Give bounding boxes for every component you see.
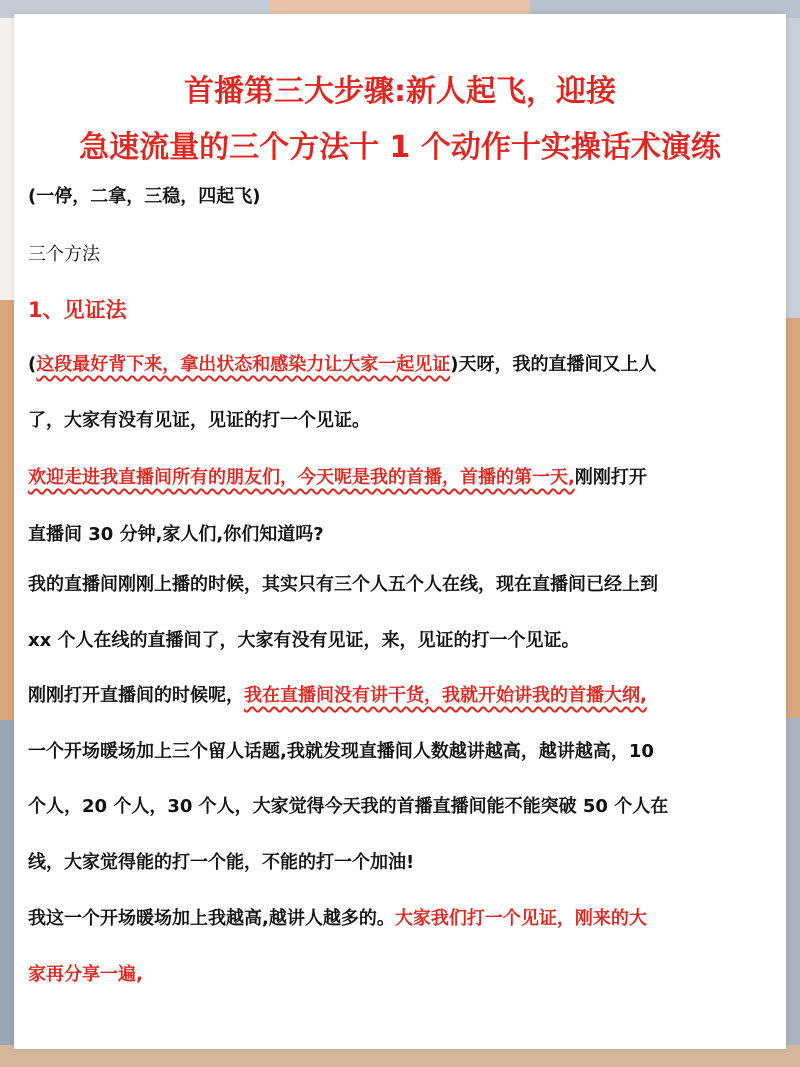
- document-card: [14, 14, 786, 1049]
- paragraph-text: )天呀，我的直播间又上人: [450, 354, 657, 375]
- paragraph-line: 家再分享一遍,: [28, 964, 143, 985]
- document-title-line-1: 首播第三大步骤:新人起飞，迎接: [184, 74, 616, 109]
- paragraph-line: 了，大家有没有见证，见证的打一个见证。: [28, 410, 370, 431]
- paragraph-line: 线，大家觉得能的打一个能，不能的打一个加油!: [28, 852, 415, 873]
- paragraph-line: 直播间 30 分钟,家人们,你们知道吗?: [28, 524, 324, 545]
- paragraph-line: 我的直播间刚刚上播的时候，其实只有三个人五个人在线，现在直播间已经上到: [28, 574, 658, 595]
- paragraph-text: (: [28, 354, 37, 375]
- subtitle: (一停，二拿，三稳，四起飞): [28, 186, 261, 207]
- paragraph-line: [28, 681, 647, 707]
- paragraph-line: [28, 350, 656, 376]
- highlighted-text: 欢迎走进我直播间所有的朋友们，今天呢是我的首播，首播的第一天,: [28, 467, 575, 488]
- paragraph-line: 个人，20 个人，30 个人，大家觉得今天我的首播直播间能不能突破 50 个人在: [28, 796, 669, 817]
- paragraph-line: 一个开场暖场加上三个留人话题,我就发现直播间人数越讲越高，越讲越高，10: [28, 741, 654, 762]
- document-title-line-2: 急速流量的三个方法十 1 个动作十实操话术演练: [79, 130, 721, 165]
- section-heading: 1、见证法: [28, 298, 127, 322]
- red-text: 大家我们打一个见证，刚来的大: [394, 908, 647, 929]
- paragraph-line: xx 个人在线的直播间了，大家有没有见证，来，见证的打一个见证。: [28, 630, 580, 651]
- paragraph-text: 刚刚打开直播间的时候呢，: [28, 685, 244, 706]
- paragraph-line: [28, 463, 647, 489]
- paragraph-line: [28, 904, 647, 930]
- highlighted-note: 这段最好背下来，拿出状态和感染力让大家一起见证: [36, 354, 451, 375]
- highlighted-text: 我在直播间没有讲干货，我就开始讲我的首播大纲,: [244, 685, 647, 706]
- paragraph-text: 刚刚打开: [574, 467, 647, 488]
- methods-label: 三个方法: [28, 244, 100, 265]
- paragraph-text: 我这一个开场暖场加上我越高,越讲人越多的。: [28, 908, 395, 929]
